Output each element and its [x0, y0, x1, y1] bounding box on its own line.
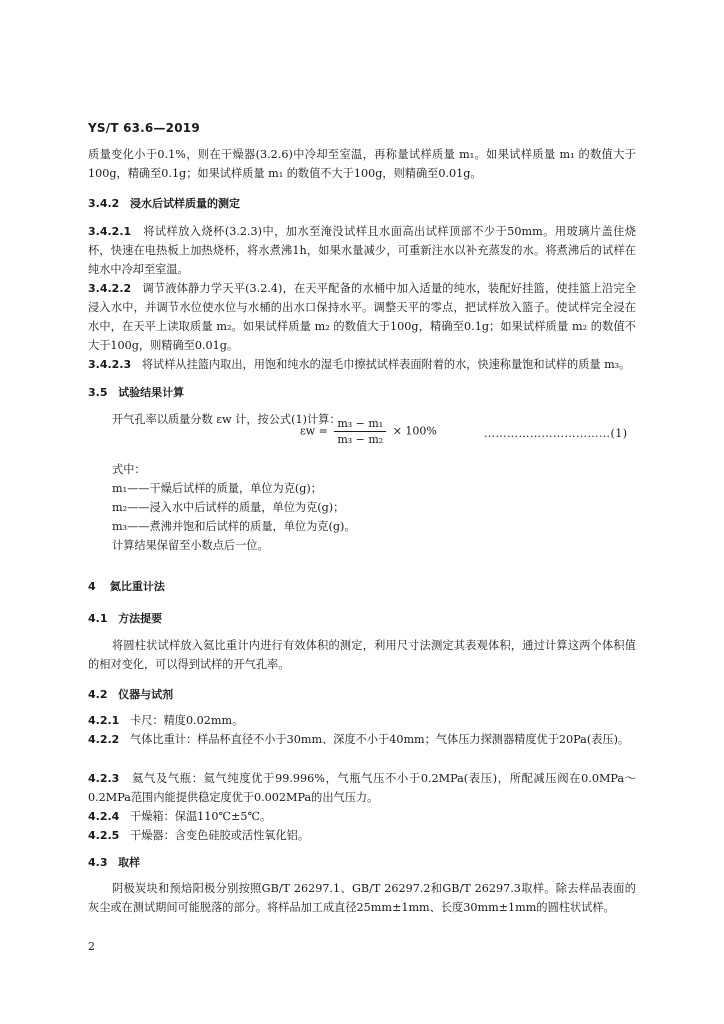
- calc-note: 计算结果保留至小数点后一位。: [112, 539, 269, 552]
- equation-number: ……………………………(1): [484, 427, 628, 440]
- definition-m2: m₂——浸入水中后试样的质量，单位为克(g)；: [112, 501, 345, 514]
- formula-numerator: m₃ − m₁: [334, 416, 386, 432]
- section-number: 3.5: [88, 386, 108, 399]
- section-4-2-heading: [88, 685, 636, 704]
- section-4-1-heading: [88, 609, 636, 628]
- formula-lhs: εw =: [300, 424, 328, 438]
- clause-number: 4.2.1: [88, 714, 120, 727]
- section-title: 仪器与试剂: [118, 688, 174, 701]
- clause-4-2-5: [88, 826, 636, 845]
- clause-text: 将试样放入烧杯(3.2.3)中，加水至淹没试样且水面高出试样顶部不少于50mm。用玻璃片盖住烧杯，快速在电热板上加热烧杯，将水煮沸1h，如果水量减少，可重新注水以补充蒸发的水。将煮沸后的试样在纯水中冷却至室温。: [88, 225, 636, 276]
- formula-tail: × 100%: [392, 424, 437, 438]
- paragraph-4-3: 阴极炭块和预焙阳极分别按照GB/T 26297.1、GB/T 26297.2和GB/T 26297.3取样。除去样品表面的灰尘或在测试期间可能脱落的部分。将样品加工成直径25mm±1mm、长度30mm±1mm的圆柱状试样。: [88, 882, 636, 914]
- formula-1: [300, 416, 437, 447]
- clause-number: 4.2.5: [88, 829, 120, 842]
- clause-4-2-1: [88, 711, 636, 730]
- clause-3-4-2-3: [88, 355, 636, 374]
- paragraph-4-1: 将圆柱状试样放入氦比重计内进行有效体积的测定，利用尺寸法测定其表观体积，通过计算这两个体积值的相对变化，可以得到试样的开气孔率。: [88, 639, 636, 671]
- clause-text: 将试样从挂篮内取出，用饱和纯水的湿毛巾擦拭试样表面附着的水，快速称量饱和试样的质量 m₃。: [141, 358, 631, 371]
- clause-text: 氦气及气瓶：氦气纯度优于99.996%，气瓶气压不小于0.2MPa(表压)，所配减压阀在0.0MPa～0.2MPa范围内能提供稳定度优于0.002MPa的出气压力。: [88, 772, 637, 804]
- section-number: 4: [88, 580, 96, 593]
- section-title: 氦比重计法: [109, 580, 165, 593]
- clause-number: 4.2.2: [88, 733, 120, 746]
- clause-text: 气体比重计：样品杯直径不小于30mm、深度不小于40mm；气体压力探测器精度优于20Pa(表压)。: [130, 733, 630, 746]
- clause-4-2-2: [88, 730, 636, 749]
- section-title: 取样: [118, 856, 141, 869]
- section-title: 试验结果计算: [118, 386, 185, 399]
- section-4-3-heading: [88, 853, 636, 872]
- definition-m3: m₃——煮沸并饱和后试样的质量，单位为克(g)。: [112, 520, 356, 533]
- clause-number: 3.4.2.1: [88, 225, 132, 238]
- clause-3-4-2-2: [88, 279, 636, 355]
- page-number: 2: [88, 940, 95, 953]
- clause-number: 3.4.2.2: [88, 282, 132, 295]
- clause-text: 调节液体静力学天平(3.2.4)，在天平配备的水桶中加入适量的纯水，装配好挂篮，使挂篮上沿完全浸入水中，并调节水位使水位与水桶的出水口保持水平。调整天平的零点，把试样放入篮子。使试样完全浸在水中，在天平上读取质量 m₂。如果试样质量 m₂ 的数值大于100g，精确至0.1g；如果试样质量 m₂ 的数值不大于100g，则精确至0.01g。: [88, 282, 637, 352]
- clause-text: 干燥箱：保温110℃±5℃。: [130, 810, 272, 823]
- section-number: 4.1: [88, 612, 108, 625]
- section-title: 方法提要: [118, 612, 163, 625]
- section-3-4-2-heading: [88, 194, 636, 213]
- section-4-heading: [88, 577, 636, 596]
- clause-number: 4.2.4: [88, 810, 120, 823]
- clause-text: 干燥器：含变色硅胶或活性氧化铝。: [130, 829, 310, 842]
- section-number: 4.2: [88, 688, 108, 701]
- formula-fraction: [334, 416, 386, 447]
- where-label: 式中：: [112, 463, 146, 476]
- section-number: 3.4.2: [88, 197, 120, 210]
- calc-intro: 开气孔率以质量分数 εw 计，按公式(1)计算：: [112, 413, 341, 426]
- clause-4-2-4: [88, 807, 636, 826]
- clause-number: 4.2.3: [88, 772, 120, 785]
- section-title: 浸水后试样质量的测定: [130, 197, 240, 210]
- definition-m1: m₁——干燥后试样的质量，单位为克(g)；: [112, 482, 322, 495]
- formula-denominator: m₃ − m₂: [337, 433, 384, 446]
- section-3-5-heading: [88, 383, 636, 402]
- clause-4-2-3: [88, 769, 636, 807]
- clause-3-4-2-1: [88, 222, 636, 279]
- clause-number: 3.4.2.3: [88, 358, 132, 371]
- standard-header: YS/T 63.6—2019: [88, 121, 200, 135]
- paragraph-mass-change: 质量变化小于0.1%，则在干燥器(3.2.6)中冷却至室温，再称量试样质量 m₁。如果试样质量 m₁ 的数值大于100g，精确至0.1g；如果试样质量 m₁ 的数值不大于100g，则精确至0.01g。: [88, 148, 636, 180]
- clause-text: 卡尺：精度0.02mm。: [130, 714, 244, 727]
- section-number: 4.3: [88, 856, 108, 869]
